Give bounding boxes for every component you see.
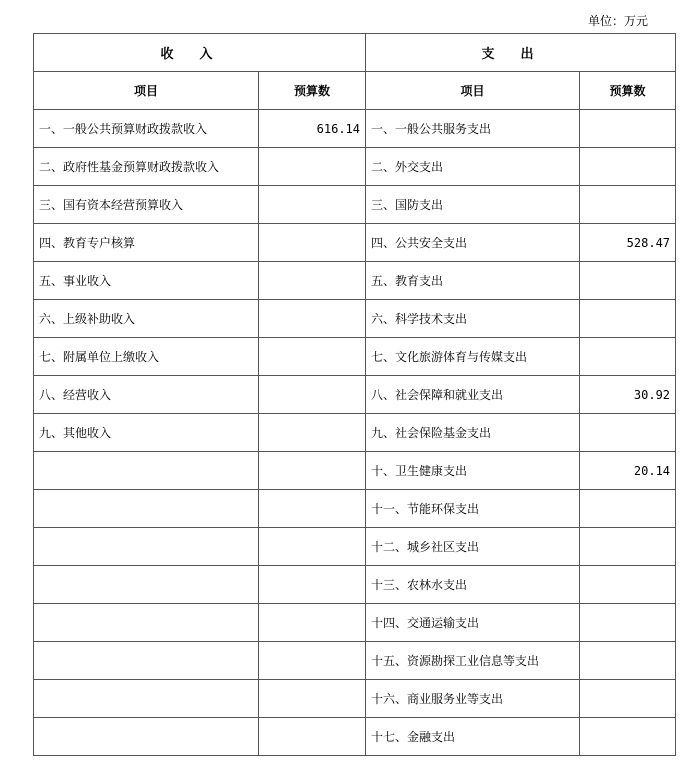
table-row	[34, 224, 676, 262]
expense-item-cell: 十三、农林水支出	[366, 566, 580, 604]
table-row	[34, 718, 676, 756]
column-header-row	[34, 72, 676, 110]
income-item-cell: 四、教育专户核算	[34, 224, 259, 262]
income-amount-cell	[259, 642, 366, 680]
table-row	[34, 414, 676, 452]
expense-amount-cell	[580, 642, 676, 680]
expense-amount-cell	[580, 148, 676, 186]
income-amount-cell	[259, 148, 366, 186]
income-item-cell: 一、一般公共预算财政拨款收入	[34, 110, 259, 148]
table-row	[34, 148, 676, 186]
expense-amount-cell	[580, 110, 676, 148]
table-row	[34, 680, 676, 718]
table-row	[34, 376, 676, 414]
expense-item-cell: 七、文化旅游体育与传媒支出	[366, 338, 580, 376]
table-row	[34, 604, 676, 642]
income-item-cell	[34, 452, 259, 490]
col-income-item: 项目	[34, 72, 259, 110]
table-row	[34, 300, 676, 338]
income-amount-cell	[259, 376, 366, 414]
income-amount-cell	[259, 566, 366, 604]
income-amount-cell	[259, 224, 366, 262]
expense-item-cell: 十一、节能环保支出	[366, 490, 580, 528]
income-amount-cell	[259, 300, 366, 338]
income-amount-cell	[259, 452, 366, 490]
income-amount-cell	[259, 262, 366, 300]
expense-amount-cell	[580, 604, 676, 642]
expense-item-cell: 六、科学技术支出	[366, 300, 580, 338]
expense-item-cell: 十、卫生健康支出	[366, 452, 580, 490]
table-row	[34, 528, 676, 566]
expense-item-cell: 十四、交通运输支出	[366, 604, 580, 642]
expense-amount-cell	[580, 262, 676, 300]
income-item-cell: 二、政府性基金预算财政拨款收入	[34, 148, 259, 186]
table-row	[34, 452, 676, 490]
income-amount-cell	[259, 338, 366, 376]
unit-label: 单位：万元	[587, 14, 648, 28]
expense-item-cell: 九、社会保险基金支出	[366, 414, 580, 452]
income-amount-cell	[259, 680, 366, 718]
expense-item-cell: 十七、金融支出	[366, 718, 580, 756]
income-item-cell	[34, 604, 259, 642]
income-item-cell: 七、附属单位上缴收入	[34, 338, 259, 376]
income-item-cell	[34, 718, 259, 756]
expense-item-cell: 二、外交支出	[366, 148, 580, 186]
expense-item-cell: 三、国防支出	[366, 186, 580, 224]
income-item-cell: 五、事业收入	[34, 262, 259, 300]
expense-amount-cell	[580, 338, 676, 376]
table-row	[34, 110, 676, 148]
income-amount-cell	[259, 528, 366, 566]
section-income: 收入	[34, 34, 366, 72]
income-item-cell	[34, 566, 259, 604]
income-amount-cell	[259, 490, 366, 528]
income-item-cell: 九、其他收入	[34, 414, 259, 452]
table-row	[34, 490, 676, 528]
budget-table	[33, 33, 676, 756]
income-amount-cell	[259, 186, 366, 224]
expense-amount-cell	[580, 566, 676, 604]
expense-amount-cell	[580, 186, 676, 224]
income-item-cell	[34, 528, 259, 566]
expense-item-cell: 十六、商业服务业等支出	[366, 680, 580, 718]
col-income-amount: 预算数	[259, 72, 366, 110]
expense-item-cell: 十二、城乡社区支出	[366, 528, 580, 566]
expense-amount-cell	[580, 414, 676, 452]
section-header-row	[34, 34, 676, 72]
income-item-cell: 六、上级补助收入	[34, 300, 259, 338]
col-expense-item: 项目	[366, 72, 580, 110]
expense-amount-cell: 528.47	[580, 224, 676, 262]
expense-amount-cell	[580, 718, 676, 756]
expense-amount-cell: 20.14	[580, 452, 676, 490]
income-item-cell: 八、经营收入	[34, 376, 259, 414]
income-amount-cell	[259, 604, 366, 642]
income-amount-cell: 616.14	[259, 110, 366, 148]
table-row	[34, 338, 676, 376]
table-row	[34, 566, 676, 604]
expense-item-cell: 十五、资源勘探工业信息等支出	[366, 642, 580, 680]
col-expense-amount: 预算数	[580, 72, 676, 110]
expense-item-cell: 五、教育支出	[366, 262, 580, 300]
expense-item-cell: 八、社会保障和就业支出	[366, 376, 580, 414]
expense-amount-cell	[580, 528, 676, 566]
expense-amount-cell	[580, 490, 676, 528]
table-row	[34, 262, 676, 300]
table-row	[34, 186, 676, 224]
table-row	[34, 642, 676, 680]
income-amount-cell	[259, 414, 366, 452]
income-item-cell	[34, 490, 259, 528]
income-item-cell: 三、国有资本经营预算收入	[34, 186, 259, 224]
income-item-cell	[34, 680, 259, 718]
income-amount-cell	[259, 718, 366, 756]
expense-amount-cell: 30.92	[580, 376, 676, 414]
expense-amount-cell	[580, 300, 676, 338]
expense-item-cell: 四、公共安全支出	[366, 224, 580, 262]
income-item-cell	[34, 642, 259, 680]
expense-amount-cell	[580, 680, 676, 718]
section-expense: 支出	[366, 34, 676, 72]
expense-item-cell: 一、一般公共服务支出	[366, 110, 580, 148]
